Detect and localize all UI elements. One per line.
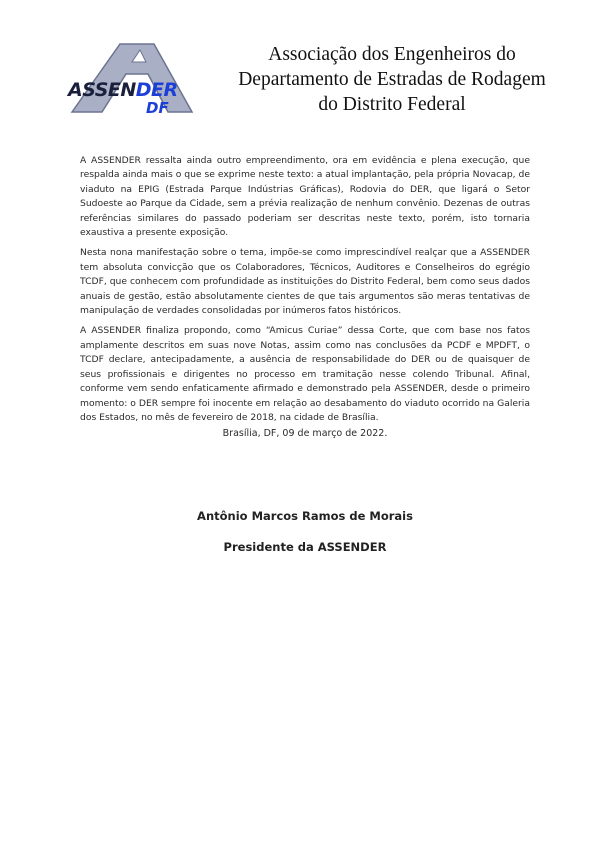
paragraph-1: A ASSENDER ressalta ainda outro empreendimento, ora em evidência e plena execução, que respalda ainda mais o que se exprime neste texto: a atual implantação, pela própria Novacap, de viaduto na EPIG (Estrada Parque Indústrias Gráficas), Rodovia do DER, que ligará o Setor Sudoeste ao Parque da Cidade, sem a prévia realização de nenhum convênio. Dezenas de outras referências similares do passado poderiam ser descritas neste texto, porém, isto tornaria exaustiva a presente exposição.	[80, 155, 530, 239]
logo-letter-a-shape	[72, 44, 192, 112]
title-line-3: do Distrito Federal	[318, 94, 466, 115]
assender-logo	[62, 40, 202, 122]
title-line-2: Departamento de Estradas de Rodagem	[238, 69, 546, 90]
logo-text-assen: ASSEN	[68, 79, 136, 101]
logo-text-der: DER	[135, 79, 178, 101]
signatory-role: Presidente da ASSENDER	[223, 540, 387, 554]
logo-sub-text: DF	[146, 99, 169, 117]
logo-main-text	[66, 79, 178, 101]
signatory-name: Antônio Marcos Ramos de Morais	[197, 509, 413, 523]
organization-title	[222, 42, 562, 117]
title-line-1: Associação dos Engenheiros do	[268, 44, 516, 65]
letter-body	[80, 154, 530, 431]
place-date: Brasília, DF, 09 de março de 2022.	[222, 428, 388, 439]
paragraph-3: A ASSENDER finaliza propondo, como “Amicus Curiae” dessa Corte, que com base nos fatos amplamente descritos em suas nove Notas, assim como nas conclusões da PCDF e MPDFT, o TCDF declare, antecipadamente, a ausência de responsabilidade do DER ou de quaisquer de seus profissionais e dirigentes no processo em tramitação nesse colendo Tribunal. Afinal, conforme vem sendo enfaticamente afirmado e demonstrado pela ASSENDER, desde o primeiro momento: o DER sempre foi inocente em relação ao desabamento do viaduto ocorrido na Galeria dos Estados, no mês de fevereiro de 2018, na cidade de Brasília.	[80, 325, 530, 423]
paragraph-2: Nesta nona manifestação sobre o tema, impõe-se como imprescindível realçar que a ASSENDER tem absoluta convicção que os Colaboradores, Técnicos, Auditores e Conselheiros do egrégio TCDF, que conhecem com profundidade as instituições do Distrito Federal, bem como seus dados anuais de gestão, estão absolutamente cientes de que tais argumentos são meras tentativas de manipulação de verdades consolidadas por inúmeros fatos históricos.	[80, 247, 530, 317]
